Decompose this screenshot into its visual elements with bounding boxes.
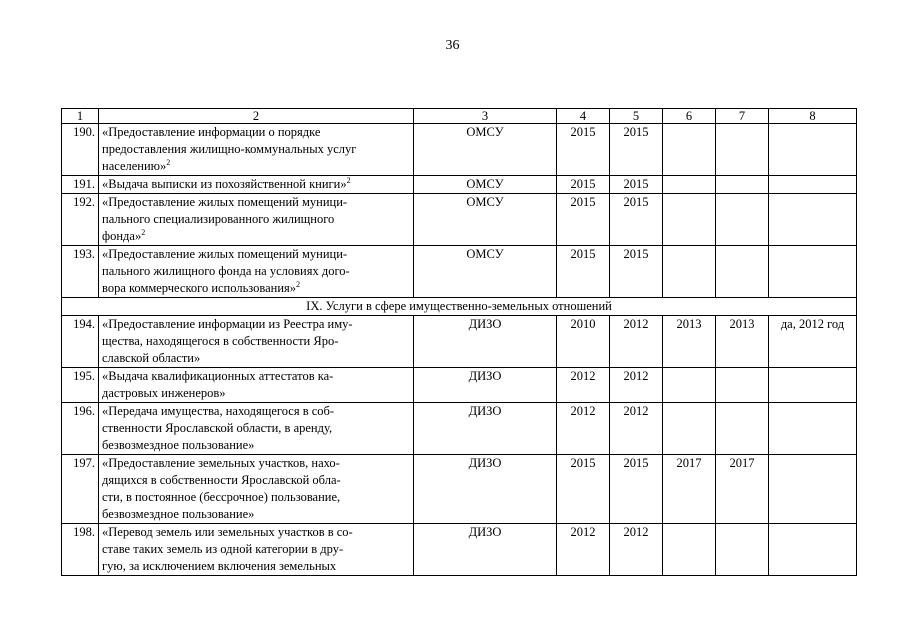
service-name-line: дящихся в собственности Ярославской обла- <box>102 473 341 487</box>
year-cell: 2012 <box>557 524 610 576</box>
footnote-marker: 2 <box>166 158 171 167</box>
row-number: 195. <box>62 368 99 403</box>
row-number: 193. <box>62 246 99 298</box>
column-header: 6 <box>663 109 716 124</box>
column-header: 1 <box>62 109 99 124</box>
row-number: 191. <box>62 176 99 194</box>
year-cell: 2015 <box>610 176 663 194</box>
table-row <box>62 316 857 368</box>
row-number: 196. <box>62 403 99 455</box>
page-number: 36 <box>445 38 460 53</box>
row-number: 194. <box>62 316 99 368</box>
column-header: 4 <box>557 109 610 124</box>
status-cell: да, 2012 год <box>769 316 857 368</box>
table-row <box>62 368 857 403</box>
row-number: 197. <box>62 455 99 524</box>
table-row <box>62 176 857 194</box>
year-cell: 2012 <box>557 368 610 403</box>
year-cell: 2010 <box>557 316 610 368</box>
table-row <box>62 124 857 176</box>
year-cell: 2013 <box>716 316 769 368</box>
agency-cell: ОМСУ <box>414 124 557 176</box>
service-name <box>99 403 414 455</box>
table-row <box>62 194 857 246</box>
year-cell: 2015 <box>610 194 663 246</box>
status-cell <box>769 246 857 298</box>
year-cell: 2015 <box>557 246 610 298</box>
status-cell <box>769 176 857 194</box>
service-name-line: вора коммерческого использования»$^2$ <box>102 280 301 295</box>
year-cell: 2012 <box>610 316 663 368</box>
year-cell <box>663 176 716 194</box>
year-cell <box>663 403 716 455</box>
service-name-line: предоставления жилищно-коммунальных услуг <box>102 142 357 156</box>
year-cell: 2017 <box>663 455 716 524</box>
service-name <box>99 194 414 246</box>
services-table <box>61 108 857 576</box>
status-cell <box>769 194 857 246</box>
service-name-line: пального жилищного фонда на условиях дого- <box>102 264 350 278</box>
service-name-line: безвозмездное пользование» <box>102 438 255 452</box>
year-cell <box>716 176 769 194</box>
service-name-line: «Выдача выписки из похозяйственной книги»$^2$ <box>102 176 351 191</box>
year-cell: 2015 <box>557 455 610 524</box>
service-name-line: «Предоставление земельных участков, нахо- <box>102 456 340 470</box>
service-name-line: безвозмездное пользование» <box>102 507 255 521</box>
year-cell <box>663 124 716 176</box>
service-name-line: щества, находящегося в собственности Яро- <box>102 334 339 348</box>
status-cell <box>769 403 857 455</box>
year-cell: 2013 <box>663 316 716 368</box>
year-cell: 2017 <box>716 455 769 524</box>
column-header: 3 <box>414 109 557 124</box>
service-name-line: «Выдача квалификационных аттестатов ка- <box>102 369 334 383</box>
year-cell <box>663 524 716 576</box>
year-cell: 2012 <box>610 403 663 455</box>
year-cell <box>716 124 769 176</box>
footnote-marker: 2 <box>141 228 146 237</box>
year-cell <box>663 368 716 403</box>
section-title: IX. Услуги в сфере имущественно-земельных отношений <box>62 298 857 316</box>
service-name-line: гую, за исключением включения земельных <box>102 559 337 573</box>
row-number: 190. <box>62 124 99 176</box>
service-name-line: населению»$^2$ <box>102 158 171 173</box>
service-name <box>99 176 414 194</box>
footnote-marker: 2 <box>296 280 301 289</box>
year-cell <box>663 246 716 298</box>
year-cell: 2015 <box>610 246 663 298</box>
year-cell <box>716 524 769 576</box>
year-cell: 2015 <box>557 194 610 246</box>
year-cell <box>716 403 769 455</box>
agency-cell: ДИЗО <box>414 524 557 576</box>
status-cell <box>769 368 857 403</box>
table-row <box>62 246 857 298</box>
service-name-line: дастровых инженеров» <box>102 386 226 400</box>
year-cell <box>716 368 769 403</box>
service-name-line: ственности Ярославской области, в аренду, <box>102 421 333 435</box>
agency-cell: ОМСУ <box>414 176 557 194</box>
year-cell: 2015 <box>557 176 610 194</box>
column-header: 7 <box>716 109 769 124</box>
service-name <box>99 246 414 298</box>
service-name-line: славской области» <box>102 351 201 365</box>
agency-cell: ОМСУ <box>414 246 557 298</box>
status-cell <box>769 524 857 576</box>
table-row <box>62 455 857 524</box>
service-name-line: «Перевод земель или земельных участков в со- <box>102 525 353 539</box>
table-row <box>62 403 857 455</box>
status-cell <box>769 455 857 524</box>
service-name-line: пального специализированного жилищного <box>102 212 335 226</box>
service-name <box>99 124 414 176</box>
service-name-line: фонда»$^2$ <box>102 228 146 243</box>
year-cell: 2012 <box>557 403 610 455</box>
column-header: 8 <box>769 109 857 124</box>
service-name-line: «Предоставление жилых помещений муници- <box>102 247 348 261</box>
year-cell: 2015 <box>610 124 663 176</box>
year-cell: 2012 <box>610 524 663 576</box>
agency-cell: ДИЗО <box>414 403 557 455</box>
service-name-line: ставе таких земель из одной категории в дру- <box>102 542 344 556</box>
table-row <box>62 524 857 576</box>
service-name-line: «Передача имущества, находящегося в соб- <box>102 404 335 418</box>
column-header: 2 <box>99 109 414 124</box>
year-cell <box>716 246 769 298</box>
footnote-marker: 2 <box>346 176 351 185</box>
service-name <box>99 524 414 576</box>
row-number: 198. <box>62 524 99 576</box>
row-number: 192. <box>62 194 99 246</box>
service-name-line: «Предоставление информации из Реестра иму- <box>102 317 353 331</box>
agency-cell: ДИЗО <box>414 368 557 403</box>
service-name <box>99 316 414 368</box>
year-cell: 2015 <box>610 455 663 524</box>
agency-cell: ДИЗО <box>414 316 557 368</box>
status-cell <box>769 124 857 176</box>
agency-cell: ОМСУ <box>414 194 557 246</box>
column-header: 5 <box>610 109 663 124</box>
service-name <box>99 368 414 403</box>
service-name-line: «Предоставление жилых помещений муници- <box>102 195 348 209</box>
service-name <box>99 455 414 524</box>
year-cell: 2015 <box>557 124 610 176</box>
year-cell: 2012 <box>610 368 663 403</box>
agency-cell: ДИЗО <box>414 455 557 524</box>
year-cell <box>716 194 769 246</box>
year-cell <box>663 194 716 246</box>
service-name-line: сти, в постоянное (бессрочное) пользование, <box>102 490 341 504</box>
service-name-line: «Предоставление информации о порядке <box>102 125 321 139</box>
table-header-row <box>62 109 857 124</box>
section-row <box>62 298 857 316</box>
